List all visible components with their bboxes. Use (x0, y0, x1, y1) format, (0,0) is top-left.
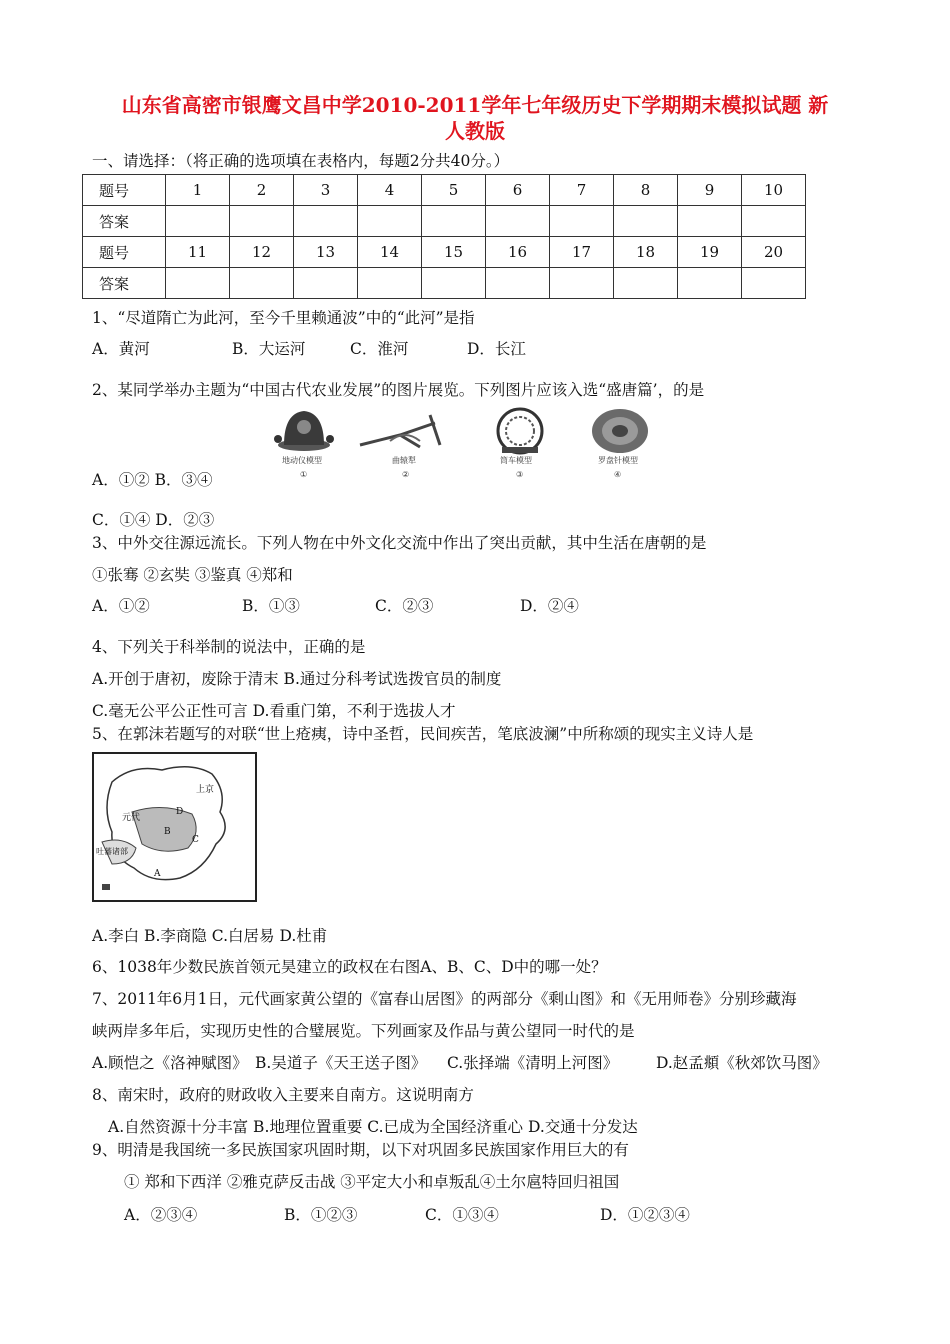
question-number: 15 (422, 237, 486, 268)
answer-cell[interactable] (294, 206, 358, 237)
map-label: A (154, 869, 161, 879)
option-d: D.赵孟頫《秋郊饮马图》 (656, 1054, 828, 1072)
option-d: D．②④ (520, 597, 579, 615)
question-number: 7 (550, 175, 614, 206)
answer-cell[interactable] (614, 206, 678, 237)
q1-options (92, 339, 526, 359)
question-number: 13 (294, 237, 358, 268)
option-b: B．①③ (242, 597, 300, 615)
q4-options-line2: C.毫无公平公正性可言 D.看重门第，不利于选拔人才 (92, 702, 456, 720)
question-number: 12 (230, 237, 294, 268)
option-c: C．①③④ (425, 1206, 499, 1224)
answer-cell[interactable] (742, 268, 806, 299)
answer-cell[interactable] (550, 206, 614, 237)
q1-stem: 1、“尽道隋亡为此河，至今千里赖通波”中的“此河”是指 (92, 309, 475, 327)
question-number: 10 (742, 175, 806, 206)
table-row (83, 175, 806, 206)
q2-options-line2: C．①④ D．②③ (92, 511, 215, 529)
answer-cell[interactable] (486, 268, 550, 299)
question-number: 8 (614, 175, 678, 206)
answer-cell[interactable] (358, 206, 422, 237)
answer-cell[interactable] (422, 268, 486, 299)
q4-stem: 4、下列关于科举制的说法中，正确的是 (92, 638, 366, 656)
q2-figures (270, 405, 665, 485)
answer-cell[interactable] (166, 268, 230, 299)
row-label: 答案 (83, 206, 166, 237)
figure-caption: 曲辕犁 (392, 456, 416, 465)
option-d: D．①②③④ (600, 1206, 690, 1224)
q9-options (124, 1205, 690, 1225)
question-number: 11 (166, 237, 230, 268)
q6-stem: 6、1038年少数民族首领元昊建立的政权在右图A、B、C、D中的哪一处？ (92, 958, 607, 976)
q7-options (92, 1053, 828, 1073)
map-label: D (176, 807, 184, 817)
answer-cell[interactable] (678, 206, 742, 237)
option-c: C．淮河 (350, 340, 409, 358)
answer-cell[interactable] (166, 206, 230, 237)
q3-stem: 3、中外交往源远流长。下列人物在中外文化交流中作出了突出贡献，其中生活在唐朝的是 (92, 534, 707, 552)
question-number: 14 (358, 237, 422, 268)
q3-options (92, 596, 579, 616)
map-label: C (192, 835, 199, 845)
map-label: 上京 (196, 785, 215, 795)
question-number: 19 (678, 237, 742, 268)
question-number: 4 (358, 175, 422, 206)
option-d: D．长江 (467, 340, 526, 358)
question-number: 9 (678, 175, 742, 206)
question-number: 2 (230, 175, 294, 206)
table-row (83, 206, 806, 237)
q9-stem: 9、明清是我国统一多民族国家巩固时期，以下对巩固多民族国家作用巨大的有 (92, 1141, 629, 1159)
q5-options: A.李白 B.李商隐 C.白居易 D.杜甫 (92, 927, 328, 945)
row-label: 题号 (83, 237, 166, 268)
option-a: A．②③④ (124, 1206, 198, 1224)
q8-options: A.自然资源十分丰富 B.地理位置重要 C.已成为全国经济重心 D.交通十分发达 (108, 1118, 638, 1136)
option-a: A．黄河 (92, 340, 150, 358)
section-heading: 一、请选择：（将正确的选项填在表格内，每题2分共40分。） (92, 152, 510, 170)
figure-number: ② (402, 470, 410, 479)
option-b: B．①②③ (284, 1206, 358, 1224)
question-number: 16 (486, 237, 550, 268)
answer-cell[interactable] (742, 206, 806, 237)
q4-options-line1: A.开创于唐初，废除于清末 B.通过分科考试选拨官员的制度 (92, 670, 502, 688)
figure-caption: 筒车模型 (500, 456, 532, 465)
seismograph-image (274, 411, 334, 479)
figure-caption: 罗盘针模型 (598, 456, 638, 465)
q2-stem: 2、某同学举办主题为“中国古代农业发展”的图片展览。下列图片应该入选“盛唐篇’，的是 (92, 381, 705, 399)
compass-image (592, 409, 648, 479)
plough-image (360, 415, 440, 479)
answer-table (82, 174, 806, 299)
q5-stem: 5、在郭沫若题写的对联“世上疮痍，诗中圣哲，民间疾苦，笔底波澜”中所称颂的现实主义诗人是 (92, 725, 754, 743)
option-b: B．大运河 (232, 340, 306, 358)
row-label: 题号 (83, 175, 166, 206)
question-number: 6 (486, 175, 550, 206)
answer-cell[interactable] (358, 268, 422, 299)
map-label: 元代 (122, 813, 141, 823)
answer-cell[interactable] (486, 206, 550, 237)
option-c: C.张择端《清明上河图》 (447, 1054, 619, 1072)
figure-caption: 地动仪模型 (282, 456, 322, 465)
answer-cell[interactable] (422, 206, 486, 237)
option-a: A．①② (92, 597, 150, 615)
question-number: 5 (422, 175, 486, 206)
q7-stem-line2: 峡两岸多年后，实现历史性的合璧展览。下列画家及作品与黄公望同一时代的是 (92, 1022, 635, 1040)
answer-cell[interactable] (294, 268, 358, 299)
answer-cell[interactable] (230, 268, 294, 299)
answer-cell[interactable] (550, 268, 614, 299)
option-b: B.吴道子《天王送子图》 (255, 1054, 427, 1072)
waterwheel-image (498, 409, 542, 479)
q5-map (92, 752, 257, 902)
q2-options-line1: A．①② B．③④ (92, 471, 213, 489)
table-row (83, 268, 806, 299)
answer-cell[interactable] (230, 206, 294, 237)
map-label: B (164, 827, 171, 837)
question-number: 18 (614, 237, 678, 268)
answer-cell[interactable] (614, 268, 678, 299)
question-number: 3 (294, 175, 358, 206)
figure-number: ③ (516, 470, 524, 479)
q7-stem-line1: 7、2011年6月1日，元代画家黄公望的《富春山居图》的两部分《剩山图》和《无用师卷》分别珍藏海 (92, 990, 797, 1008)
answer-cell[interactable] (678, 268, 742, 299)
table-row (83, 237, 806, 268)
question-number: 17 (550, 237, 614, 268)
question-number: 1 (166, 175, 230, 206)
q9-events: ① 郑和下西洋 ②雅克萨反击战 ③平定大小和卓叛乱④土尔扈特回归祖国 (124, 1173, 620, 1191)
q8-stem: 8、南宋时，政府的财政收入主要来自南方。这说明南方 (92, 1086, 474, 1104)
question-number: 20 (742, 237, 806, 268)
option-a: A.顾恺之《洛神赋图》 (92, 1054, 248, 1072)
title-line-1: 山东省高密市银鹰文昌中学2010-2011学年七年级历史下学期期末模拟试题 新 (121, 93, 829, 117)
q3-persons: ①张骞 ②玄奘 ③鉴真 ④郑和 (92, 566, 293, 584)
figure-number: ④ (614, 470, 622, 479)
exam-title (60, 92, 890, 144)
title-line-2: 人教版 (445, 119, 505, 143)
map-label: 吐蕃诸部 (96, 847, 128, 856)
row-label: 答案 (83, 268, 166, 299)
figure-number: ① (300, 470, 308, 479)
option-c: C．②③ (375, 597, 434, 615)
